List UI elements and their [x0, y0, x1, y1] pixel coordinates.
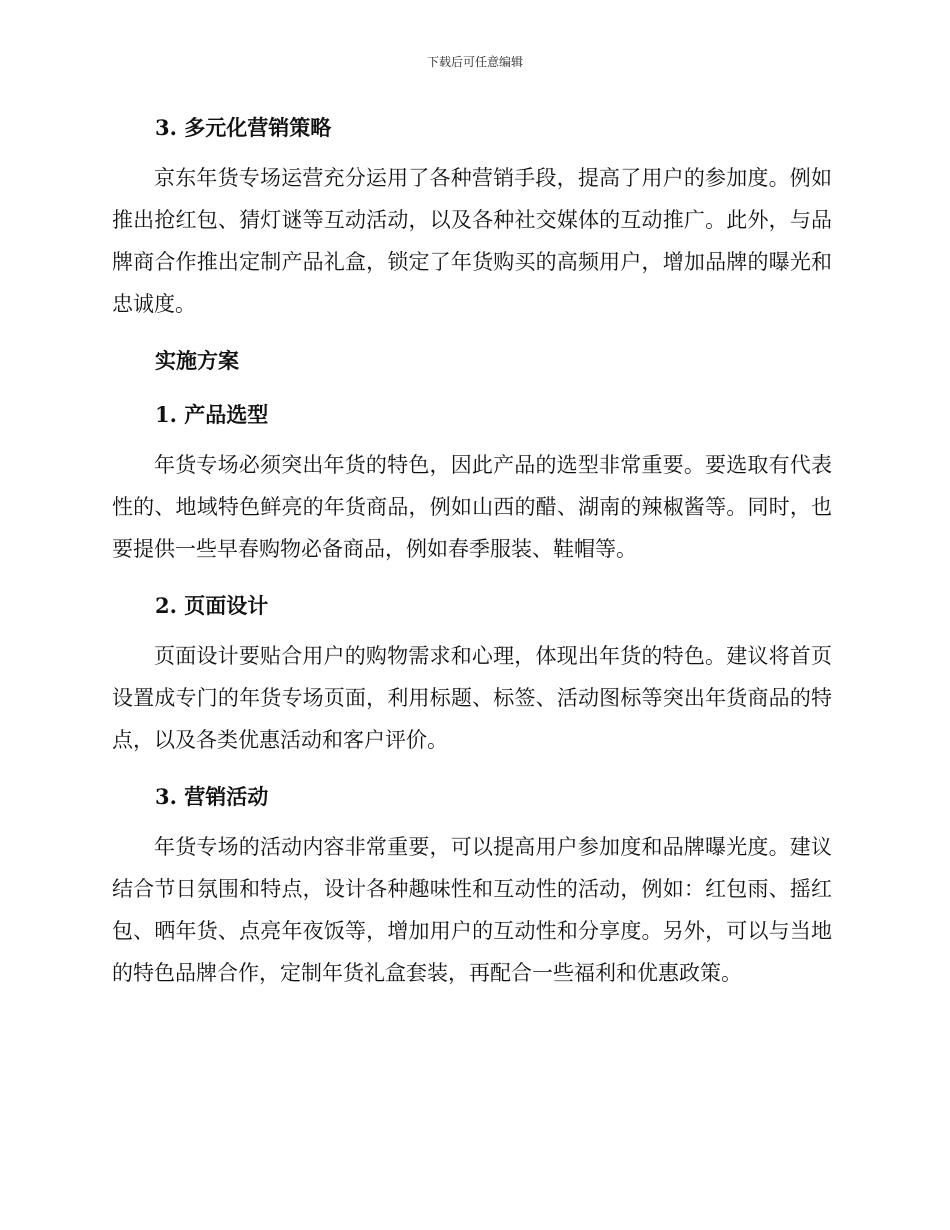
section-heading-marketing-strategy: 3. 多元化营销策略: [155, 115, 332, 140]
section-heading-marketing-activities: 3. 营销活动: [155, 784, 269, 809]
section-heading-implementation-plan: 实施方案: [155, 348, 239, 373]
paragraph-product-selection: 年货专场必须突出年货的特色，因此产品的选型非常重要。要选取有代表性的、地域特色鲜亮的年货商品，例如山西的醋、湖南的辣椒酱等。同时，也要提供一些早春购物必备商品，例如春季服装、鞋帽等。: [112, 453, 832, 561]
paragraph-marketing-activities: 年货专场的活动内容非常重要，可以提高用户参加度和品牌曝光度。建议结合节日氛围和特点，设计各种趣味性和互动性的活动，例如：红包雨、摇红包、晒年货、点亮年夜饭等，增加用户的互动性和分享度。另外，可以与当地的特色品牌合作，定制年货礼盒套装，再配合一些福利和优惠政策。: [112, 835, 832, 985]
document-body: [112, 110, 832, 994]
section-heading-product-selection: 1. 产品选型: [155, 402, 269, 427]
paragraph-page-design: 页面设计要贴合用户的购物需求和心理，体现出年货的特色。建议将首页设置成专门的年货专场页面，利用标题、标签、活动图标等突出年货商品的特点，以及各类优惠活动和客户评价。: [112, 644, 832, 752]
header-note: 下载后可任意编辑: [426, 55, 523, 69]
section-heading-page-design: 2. 页面设计: [155, 593, 269, 618]
paragraph-marketing-strategy: 京东年货专场运营充分运用了各种营销手段，提高了用户的参加度。例如推出抢红包、猜灯谜等互动活动，以及各种社交媒体的互动推广。此外，与品牌商合作推出定制产品礼盒，锁定了年货购买的高频用户，增加品牌的曝光和忠诚度。: [112, 166, 832, 316]
